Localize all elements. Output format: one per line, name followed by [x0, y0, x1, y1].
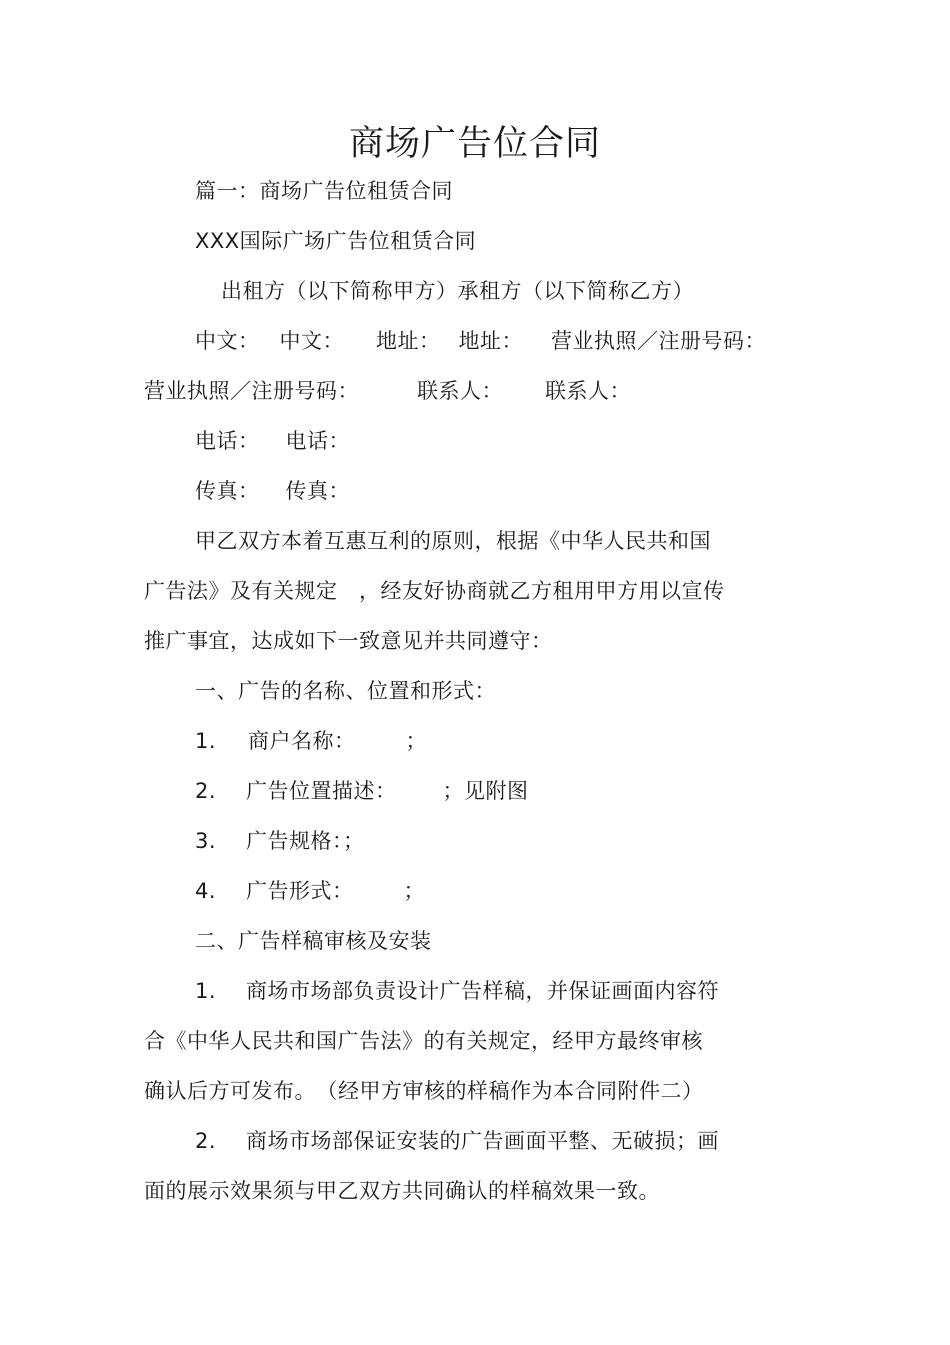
list-item-1: [195, 726, 427, 756]
list-item-label: 广告形式：: [246, 879, 354, 903]
field-label-fax-b: 传真：: [285, 479, 350, 503]
field-label-fax-a: 传真：: [195, 479, 260, 503]
document-title: 商场广告位合同: [348, 124, 601, 164]
field-label-phone-b: 电话：: [285, 429, 350, 453]
preamble-line-3: 推广事宜，达成如下一致意见并共同遵守：: [144, 629, 553, 653]
clause-2-2-line-2: 面的展示效果须与甲乙双方共同确认的样稿效果一致。: [144, 1179, 660, 1203]
clause-2-1-line-3: 确认后方可发布。 （经甲方审核的样稿作为本合同附件二）: [144, 1079, 704, 1103]
clause-text: 商场市场部保证安装的广告画面平整、无破损；画: [246, 1129, 720, 1153]
preamble-line-2: 广告法》及有关规定 ，经友好协商就乙方租用甲方用以宣传: [144, 579, 725, 603]
list-item-3: [195, 826, 365, 856]
field-label-contact-a: 联系人：: [417, 379, 503, 403]
list-item-label: 广告位置描述：: [246, 779, 397, 803]
list-number: 1.: [195, 729, 217, 753]
parties-line: 出租方（以下简称甲方）承租方（以下简称乙方）: [221, 279, 694, 303]
list-item-suffix: ；见附图: [442, 779, 529, 803]
list-item-label: 广告规格：；: [246, 829, 365, 853]
field-label-license-b: 营业执照／注册号码：: [144, 379, 359, 403]
clause-2-1-line-1: [195, 976, 719, 1006]
section-heading-2: 二、广告样稿审核及安装: [195, 929, 432, 953]
list-item-suffix: ；: [405, 729, 428, 753]
list-number: 4.: [195, 879, 217, 903]
clause-text: 商场市场部负责设计广告样稿，并保证画面内容符: [246, 979, 720, 1003]
field-label-chinese-b: 中文：: [279, 329, 344, 353]
field-label-phone-a: 电话：: [195, 429, 260, 453]
preamble-line-1: 甲乙双方本着互惠互利的原则，根据《中华人民共和国: [195, 529, 711, 553]
party-info-line-2: [144, 376, 631, 406]
field-label-address-a: 地址：: [376, 329, 441, 353]
field-label-chinese-a: 中文：: [195, 329, 260, 353]
field-label-license-a: 营业执照／注册号码：: [551, 329, 766, 353]
list-number: 2.: [195, 779, 217, 803]
list-number: 2.: [195, 1129, 217, 1153]
field-label-address-b: 地址：: [458, 329, 523, 353]
section-heading-part1: 篇一：商场广告位租赁合同: [195, 179, 453, 203]
list-item-suffix: ；: [403, 879, 426, 903]
list-number: 3.: [195, 829, 217, 853]
section-heading-1: 一、广告的名称、位置和形式：: [195, 679, 496, 703]
party-info-line-1: [195, 326, 766, 356]
clause-2-2-line-1: [195, 1126, 719, 1156]
list-item-label: 商户名称：: [248, 729, 356, 753]
phone-line: [195, 426, 350, 456]
list-number: 1.: [195, 979, 217, 1003]
list-item-4: [195, 876, 425, 906]
field-label-contact-b: 联系人：: [545, 379, 631, 403]
list-item-2: [195, 776, 529, 806]
contract-name: XXX国际广场广告位租赁合同: [195, 229, 477, 253]
fax-line: [195, 476, 350, 506]
clause-2-1-line-2: 合《中华人民共和国广告法》的有关规定，经甲方最终审核: [144, 1029, 703, 1053]
